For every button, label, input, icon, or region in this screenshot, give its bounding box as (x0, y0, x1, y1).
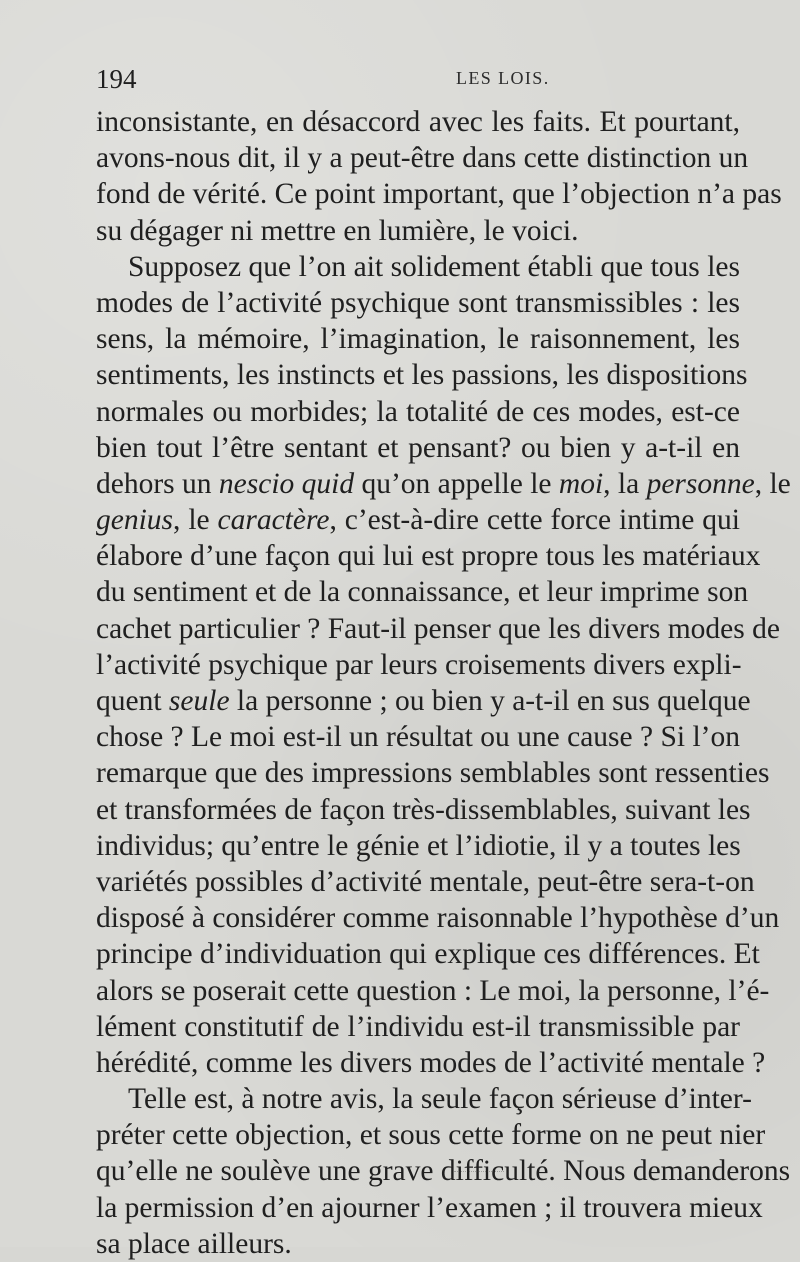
text-segment: dehors un (96, 467, 219, 500)
bottom-print-mark (454, 1171, 504, 1174)
text-line: du sentiment et de la connaissance, et leur imprime son (96, 576, 749, 609)
italic-term: personne (646, 467, 755, 500)
text-line: su dégager ni mettre en lumière, le voici. (96, 214, 579, 247)
text-line: normales ou morbides; la totalité de ces modes, est-ce (96, 395, 740, 428)
text-line: bien tout l’être sentant et pensant? ou bien y a-t-il en (96, 431, 740, 464)
text-line: inconsistante, en désaccord avec les faits. Et pourtant, (96, 106, 740, 138)
paragraph-first-line: Telle est, à notre avis, la seule façon sérieuse d’inter- (128, 1083, 752, 1116)
text-line: la permission d’en ajourner l’examen ; il trouvera mieux (96, 1191, 763, 1224)
paragraph-first-line: Supposez que l’on ait solidement établi que tous les (128, 250, 740, 283)
page-header (96, 66, 740, 96)
text-segment: qu’on appelle le (354, 467, 559, 500)
italic-term: seule (168, 685, 230, 717)
italic-term: moi (558, 467, 604, 500)
text-line: élabore d’une façon qui lui est propre tous les matériaux (96, 540, 761, 573)
text-line: sens, la mémoire, l’imagination, le raisonnement, les (96, 323, 740, 356)
running-title: LES LOIS. (456, 68, 550, 88)
italic-term: caractère (217, 504, 330, 537)
text-line: avons-nous dit, il y a peut-être dans cette distinction un (96, 142, 749, 175)
text-line: sa place ailleurs. (96, 1227, 292, 1260)
italic-term: genius (96, 504, 174, 537)
text-segment: la personne ; ou bien y a-t-il en sus quelque (229, 685, 751, 717)
text-line: modes de l’activité psychique sont transmissibles : les (96, 286, 740, 319)
text-segment: , le (173, 504, 218, 537)
text-line: préter cette objection, et sous cette forme on ne peut nier (96, 1119, 766, 1152)
text-segment: , c’est-à-dire cette force intime qui (329, 504, 740, 537)
text-line: remarque que des impressions semblables sont ressenties (96, 757, 770, 790)
text-line: alors se poserait cette question : Le moi, la personne, l’é- (96, 974, 770, 1007)
text-line: cachet particulier ? Faut-il penser que les divers modes de (96, 612, 780, 645)
text-line: individus; qu’entre le génie et l’idiotie, il y a toutes les (96, 829, 741, 862)
text-segment: quent (96, 685, 169, 717)
text-line-with-italics (96, 466, 791, 502)
text-line: lément constitutif de l’individu est-il transmissible par (96, 1010, 740, 1043)
italic-term: nescio quid (218, 467, 355, 500)
text-line: hérédité, comme les divers modes de l’activité mentale ? (96, 1046, 766, 1079)
text-line: et transformées de façon très-dissemblables, suivant les (96, 793, 751, 826)
text-line: fond de vérité. Ce point important, que l’objection n’a pas (96, 178, 782, 211)
text-line: variétés possibles d’activité mentale, peut-être sera-t-on (96, 865, 755, 898)
text-segment: , le (754, 467, 791, 500)
page-number: 194 (96, 64, 137, 94)
text-segment: , la (603, 467, 647, 500)
body-text (96, 104, 791, 1262)
text-line: sentiments, les instincts et les passions, les dispositions (96, 359, 748, 392)
text-line: principe d’individuation qui explique ces différences. Et (96, 938, 760, 971)
text-line: disposé à considérer comme raisonnable l’hypothèse d’un (96, 902, 780, 935)
text-line-with-italics (96, 683, 751, 719)
text-line: l’activité psychique par leurs croisements divers expli- (96, 648, 742, 681)
text-line-with-italics (96, 502, 740, 538)
text-line: chose ? Le moi est-il un résultat ou une cause ? Si l’on (96, 721, 740, 754)
text-line: qu’elle ne soulève une grave difficulté. Nous demanderons (96, 1155, 791, 1188)
